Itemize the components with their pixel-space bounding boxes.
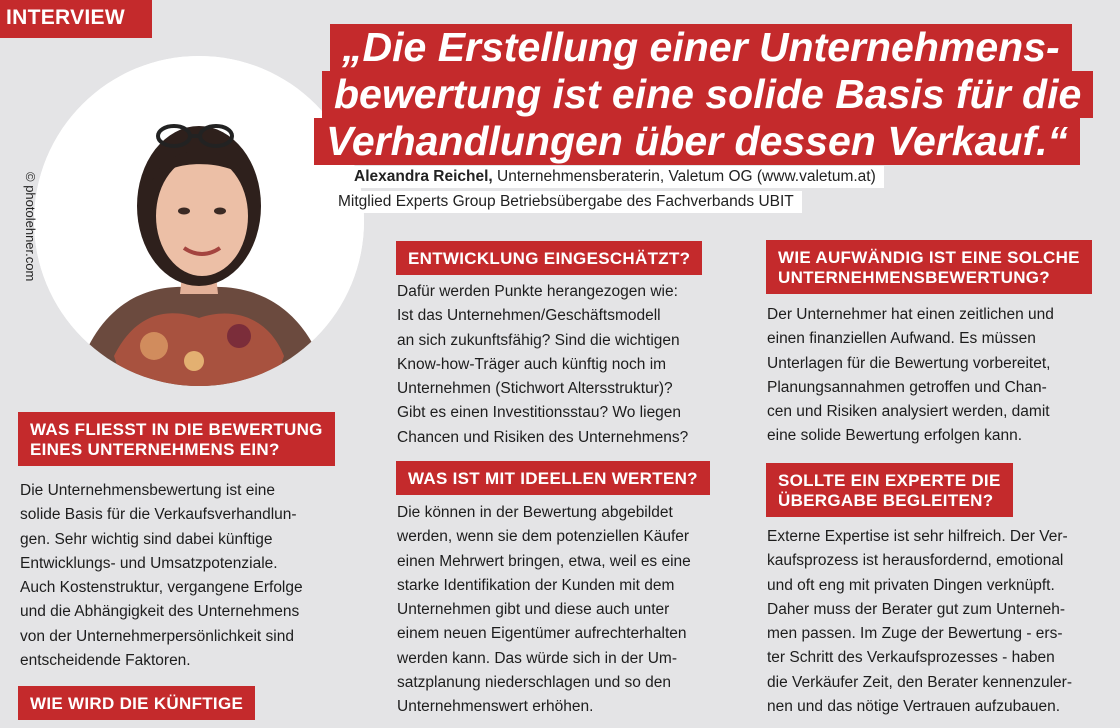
text-line: Entwicklungs- und Umsatzpotenziale. (20, 554, 278, 572)
text-line: einen Mehrwert bringen, etwa, weil es eine (397, 552, 691, 570)
text-line: Der Unternehmer hat einen zeitlichen und (767, 306, 1054, 323)
text-line: kaufsprozess ist herausfordernd, emotional (767, 552, 1064, 570)
quote-line-2: bewertung ist eine solide Basis für die (322, 71, 1093, 118)
heading-q5-line-1: SOLLTE EIN EXPERTE DIE (778, 471, 1001, 490)
text-line: Die Unternehmensbewertung ist eine (20, 482, 276, 499)
portrait-illustration (34, 56, 364, 386)
heading-q4 (766, 240, 1092, 294)
author-line (346, 166, 884, 188)
answer-q4 (767, 303, 1117, 449)
author-name: Alexandra Reichel, (354, 168, 493, 185)
text-line: Unternehmen gibt und diese auch unter (397, 601, 670, 619)
text-line: Planungsannahmen getroffen und Chan- (767, 378, 1047, 396)
text-line: nen und das nötige Vertrauen aufzubauen. (767, 698, 1061, 716)
text-line: Die können in der Bewertung abgebildet (397, 504, 673, 521)
text-line: cen und Risiken analysiert werden, damit (767, 403, 1050, 421)
heading-q3: WAS IST MIT IDEELLEN WERTEN? (396, 461, 710, 495)
answer-q1 (20, 479, 365, 673)
heading-q4-line-2: UNTERNEHMENSBEWERTUNG? (778, 268, 1050, 287)
text-line: men passen. Im Zuge der Bewertung - ers- (767, 625, 1063, 643)
text-line: einen finanziellen Aufwand. Es müssen (767, 330, 1036, 348)
text-line: Dafür werden Punkte herangezogen wie: (397, 283, 678, 300)
text-line: Unternehmenswert erhöhen. (397, 698, 594, 716)
text-line: eine solide Bewertung erfolgen kann. (767, 427, 1023, 445)
text-line: solide Basis für die Verkaufsverhandlun- (20, 506, 297, 524)
text-line: satzplanung niederschlagen und so den (397, 674, 672, 692)
answer-q2 (397, 280, 747, 450)
heading-q1-line-2: EINES UNTERNEHMENS EIN? (30, 440, 280, 459)
text-line: Externe Expertise ist sehr hilfreich. Der Ver- (767, 528, 1068, 545)
photo-credit: © photolehner.com (23, 172, 38, 282)
heading-q2: WIE WIRD DIE KÜNFTIGE (18, 686, 255, 720)
quote-line-3: Verhandlungen über dessen Verkauf.“ (314, 118, 1080, 165)
text-line: ter Schritt des Verkaufsprozesses - haben (767, 649, 1055, 667)
heading-q1-line-1: WAS FLIESST IN DIE BEWERTUNG (30, 420, 323, 439)
author-membership: Mitglied Experts Group Betriebsübergabe des Fachverbands UBIT (330, 191, 802, 213)
text-line: und die Abhängigkeit des Unternehmens (20, 603, 300, 621)
text-line: Unternehmen (Stichwort Altersstruktur)? (397, 380, 673, 398)
text-line: werden, wenn sie dem potenziellen Käufer (397, 528, 690, 546)
text-line: Know-how-Träger auch künftig noch im (397, 355, 667, 373)
answer-q5 (767, 525, 1119, 719)
text-line: Gibt es einen Investitionsstau? Wo liegen (397, 404, 682, 422)
text-line: starke Identifikation der Kunden mit dem (397, 576, 675, 594)
text-line: Auch Kostenstruktur, vergangene Erfolge (20, 579, 303, 597)
author-role: Unternehmensberaterin, Valetum OG (www.valetum.at) (492, 168, 876, 185)
text-line: einem neuen Eigentümer aufrechterhalten (397, 625, 687, 643)
text-line: gen. Sehr wichtig sind dabei künftige (20, 530, 273, 548)
text-line: Ist das Unternehmen/Geschäftsmodell (397, 307, 661, 325)
heading-q5-line-2: ÜBERGABE BEGLEITEN? (778, 491, 994, 510)
text-line: an sich zukunftsfähig? Sind die wichtigen (397, 331, 680, 349)
text-line: und oft eng mit privaten Dingen verknüpft. (767, 576, 1055, 594)
quote-line-1: „Die Erstellung einer Unternehmens- (330, 24, 1072, 71)
text-line: Daher muss der Berater gut zum Unterneh- (767, 600, 1066, 618)
text-line: werden kann. Das würde sich in der Um- (397, 649, 677, 667)
heading-q2-continued: ENTWICKLUNG EINGESCHÄTZT? (396, 241, 702, 275)
heading-q5 (766, 463, 1013, 517)
text-line: entscheidende Faktoren. (20, 652, 191, 670)
portrait-photo (34, 56, 364, 386)
heading-q4-line-1: WIE AUFWÄNDIG IST EINE SOLCHE (778, 248, 1080, 267)
text-line: von der Unternehmerpersönlichkeit sind (20, 627, 294, 645)
text-line: Chancen und Risiken des Unternehmens? (397, 428, 689, 446)
section-tag: INTERVIEW (0, 0, 152, 38)
text-line: die Verkäufer Zeit, den Berater kennenzuler- (767, 673, 1073, 691)
heading-q1 (18, 412, 335, 466)
text-line: Unterlagen für die Bewertung vorbereitet, (767, 354, 1051, 372)
answer-q3 (397, 501, 752, 720)
